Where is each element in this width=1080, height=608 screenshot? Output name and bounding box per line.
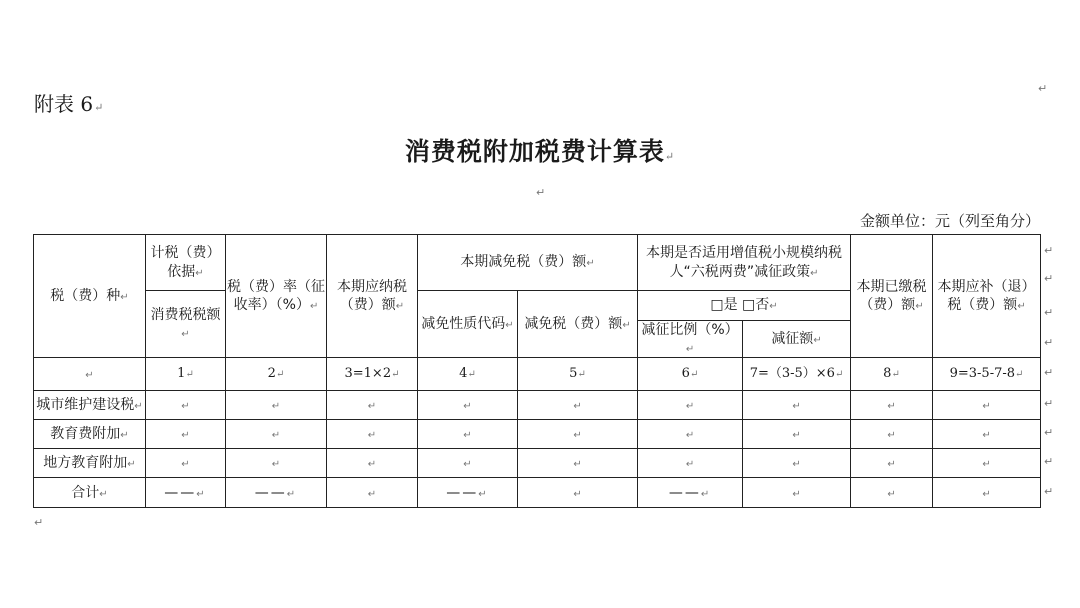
- col-number-blank: [34, 358, 146, 391]
- appendix-label: 附表 6↵: [34, 92, 104, 116]
- cell-input[interactable]: [226, 420, 327, 449]
- paragraph-mark-icon: ↵: [664, 150, 676, 163]
- paragraph-mark-icon: ↵: [586, 258, 595, 270]
- paragraph-mark-icon: ↵: [1044, 366, 1054, 379]
- cell-input[interactable]: [518, 478, 638, 508]
- cell-input[interactable]: [743, 449, 851, 478]
- paragraph-mark-icon: ↵: [685, 459, 695, 471]
- paragraph-mark-icon: ↵: [792, 401, 801, 413]
- paragraph-mark-icon: ↵: [275, 368, 285, 380]
- header-reduction: 本期减免税（费）额↵: [418, 235, 638, 291]
- header-reduction-amount: 减免税（费）额↵: [518, 291, 638, 358]
- paragraph-mark-icon: ↵: [622, 320, 631, 332]
- paragraph-mark-icon: ↵: [463, 401, 472, 413]
- paragraph-mark-icon: ↵: [769, 301, 778, 313]
- paragraph-mark-icon: ↵: [573, 430, 582, 442]
- cell-input[interactable]: [518, 420, 638, 449]
- paragraph-mark-icon: ↵: [982, 488, 991, 500]
- paragraph-mark-icon: ↵: [1044, 455, 1054, 468]
- paragraph-mark-icon: ↵: [463, 459, 472, 471]
- paragraph-mark-icon: ↵: [367, 488, 377, 500]
- cell-input[interactable]: [638, 449, 743, 478]
- cell-input[interactable]: [146, 449, 226, 478]
- cell-input[interactable]: [743, 478, 851, 508]
- cell-input[interactable]: [851, 391, 933, 420]
- col-number: 9=3-5-7-8↵: [933, 358, 1041, 391]
- paragraph-mark-icon: ↵: [792, 488, 801, 500]
- paragraph-mark-icon: ↵: [134, 401, 143, 413]
- cell-input[interactable]: [418, 420, 518, 449]
- paragraph-mark-icon: ↵: [271, 459, 281, 471]
- paragraph-mark-icon: ↵: [1044, 485, 1054, 498]
- paragraph-mark-icon: ↵: [982, 430, 991, 442]
- paragraph-mark-icon: ↵: [536, 186, 546, 199]
- paragraph-mark-icon: ↵: [792, 459, 801, 471]
- paragraph-mark-icon: ↵: [395, 301, 405, 313]
- row-label: 教育费附加↵: [34, 420, 146, 449]
- cell-input[interactable]: [146, 420, 226, 449]
- paragraph-mark-icon: ↵: [1017, 301, 1026, 313]
- table-row-total: [34, 478, 1041, 508]
- tax-calculation-table: [33, 234, 1041, 508]
- paragraph-mark-icon: ↵: [34, 516, 44, 529]
- paragraph-mark-icon: ↵: [196, 488, 207, 500]
- paragraph-mark-icon: ↵: [99, 488, 108, 500]
- col-number: 6↵: [638, 358, 743, 391]
- paragraph-mark-icon: ↵: [810, 267, 819, 279]
- paragraph-mark-icon: ↵: [982, 459, 991, 471]
- paragraph-mark-icon: ↵: [813, 335, 822, 347]
- paragraph-mark-icon: ↵: [271, 430, 281, 442]
- paragraph-mark-icon: ↵: [185, 368, 194, 380]
- row-label: 城市维护建设税↵: [34, 391, 146, 420]
- paragraph-mark-icon: ↵: [685, 430, 695, 442]
- paragraph-mark-icon: ↵: [1015, 368, 1024, 380]
- cell-input[interactable]: [851, 420, 933, 449]
- col-number: 7=（3-5）×6↵: [743, 358, 851, 391]
- paragraph-mark-icon: ↵: [982, 401, 991, 413]
- cell-input[interactable]: [226, 449, 327, 478]
- paragraph-mark-icon: ↵: [181, 459, 190, 471]
- paragraph-mark-icon: ↵: [887, 430, 896, 442]
- paragraph-mark-icon: ↵: [689, 368, 699, 380]
- cell-dash: ——↵: [638, 478, 743, 508]
- yes-no-checkboxes: □是 □否↵: [638, 291, 851, 321]
- header-reduction-code: 减免性质代码↵: [418, 291, 518, 358]
- paragraph-mark-icon: ↵: [1044, 306, 1054, 319]
- header-policy: 本期是否适用增值税小规模纳税人“六税两费”减征政策↵: [638, 235, 851, 291]
- paragraph-mark-icon: ↵: [271, 401, 281, 413]
- cell-input[interactable]: [327, 449, 418, 478]
- paragraph-mark-icon: ↵: [367, 430, 377, 442]
- cell-input[interactable]: [743, 391, 851, 420]
- paragraph-mark-icon: ↵: [127, 459, 136, 471]
- paragraph-mark-icon: ↵: [309, 301, 319, 313]
- cell-input[interactable]: [933, 449, 1041, 478]
- paragraph-mark-icon: ↵: [1044, 397, 1054, 410]
- paragraph-mark-icon: ↵: [181, 329, 190, 341]
- paragraph-mark-icon: ↵: [573, 401, 582, 413]
- cell-input[interactable]: [418, 391, 518, 420]
- row-label: 地方教育附加↵: [34, 449, 146, 478]
- paragraph-mark-icon: ↵: [120, 292, 129, 304]
- row-label: 合计↵: [34, 478, 146, 508]
- paragraph-mark-icon: ↵: [478, 488, 489, 500]
- paragraph-mark-icon: ↵: [915, 301, 924, 313]
- paragraph-mark-icon: ↵: [195, 267, 204, 279]
- cell-input[interactable]: [327, 420, 418, 449]
- cell-input[interactable]: [851, 478, 933, 508]
- cell-input[interactable]: [226, 391, 327, 420]
- paragraph-mark-icon: ↵: [887, 488, 896, 500]
- col-number: 2↵: [226, 358, 327, 391]
- cell-input[interactable]: [743, 420, 851, 449]
- cell-input[interactable]: [638, 420, 743, 449]
- header-paid: 本期已缴税（费）额↵: [851, 235, 933, 358]
- paragraph-mark-icon: ↵: [367, 459, 377, 471]
- col-number: 5↵: [518, 358, 638, 391]
- paragraph-mark-icon: ↵: [94, 101, 104, 114]
- paragraph-mark-icon: ↵: [887, 459, 896, 471]
- table-row: [34, 420, 1041, 449]
- header-reduced-amount: 减征额↵: [743, 321, 851, 358]
- paragraph-mark-icon: ↵: [573, 459, 582, 471]
- col-number: 8↵: [851, 358, 933, 391]
- col-number: 4↵: [418, 358, 518, 391]
- paragraph-mark-icon: ↵: [467, 368, 476, 380]
- paragraph-mark-icon: ↵: [573, 488, 582, 500]
- cell-dash: ——↵: [146, 478, 226, 508]
- table-row: [34, 449, 1041, 478]
- col-number: 1↵: [146, 358, 226, 391]
- cell-input[interactable]: [933, 420, 1041, 449]
- header-refund: 本期应补（退）税（费）额↵: [933, 235, 1041, 358]
- paragraph-mark-icon: ↵: [891, 368, 900, 380]
- paragraph-mark-icon: ↵: [577, 368, 586, 380]
- cell-input[interactable]: [518, 449, 638, 478]
- header-basis-sub: 消费税税额↵: [146, 291, 226, 358]
- paragraph-mark-icon: ↵: [685, 401, 695, 413]
- paragraph-mark-icon: ↵: [792, 430, 801, 442]
- paragraph-mark-icon: ↵: [1044, 272, 1054, 285]
- paragraph-mark-icon: ↵: [181, 401, 190, 413]
- cell-input[interactable]: [851, 449, 933, 478]
- paragraph-mark-icon: ↵: [391, 368, 400, 380]
- header-reduction-ratio: 减征比例（%）↵: [638, 321, 743, 358]
- cell-dash: ——↵: [418, 478, 518, 508]
- paragraph-mark-icon: ↵: [181, 430, 190, 442]
- paragraph-mark-icon: ↵: [1038, 82, 1048, 95]
- page-title: 消费税附加税费计算表↵: [404, 137, 676, 166]
- paragraph-mark-icon: ↵: [834, 368, 844, 380]
- paragraph-mark-icon: ↵: [463, 430, 472, 442]
- table-row: [34, 391, 1041, 420]
- cell-input[interactable]: [638, 391, 743, 420]
- paragraph-mark-icon: ↵: [685, 344, 695, 356]
- cell-input[interactable]: [933, 478, 1041, 508]
- paragraph-mark-icon: ↵: [286, 488, 298, 500]
- paragraph-mark-icon: ↵: [700, 488, 712, 500]
- paragraph-mark-icon: ↵: [887, 401, 896, 413]
- paragraph-mark-icon: ↵: [120, 430, 129, 442]
- paragraph-mark-icon: ↵: [505, 320, 514, 332]
- col-number: 3=1×2↵: [327, 358, 418, 391]
- cell-input[interactable]: [933, 391, 1041, 420]
- cell-input[interactable]: [418, 449, 518, 478]
- cell-input[interactable]: [518, 391, 638, 420]
- paragraph-mark-icon: ↵: [1044, 426, 1054, 439]
- unit-label: 金额单位：元（列至角分）: [859, 212, 1040, 230]
- cell-input[interactable]: [327, 391, 418, 420]
- cell-dash: ——↵: [226, 478, 327, 508]
- paragraph-mark-icon: ↵: [85, 370, 94, 382]
- header-basis: 计税（费）依据↵: [146, 235, 226, 291]
- cell-input[interactable]: [146, 391, 226, 420]
- paragraph-mark-icon: ↵: [1044, 244, 1054, 257]
- header-payable: 本期应纳税（费）额↵: [327, 235, 418, 358]
- paragraph-mark-icon: ↵: [367, 401, 377, 413]
- paragraph-mark-icon: ↵: [1044, 336, 1054, 349]
- header-tax-type: 税（费）种↵: [34, 235, 146, 358]
- cell-input[interactable]: [327, 478, 418, 508]
- header-rate: 税（费）率（征收率）（%）↵: [226, 235, 327, 358]
